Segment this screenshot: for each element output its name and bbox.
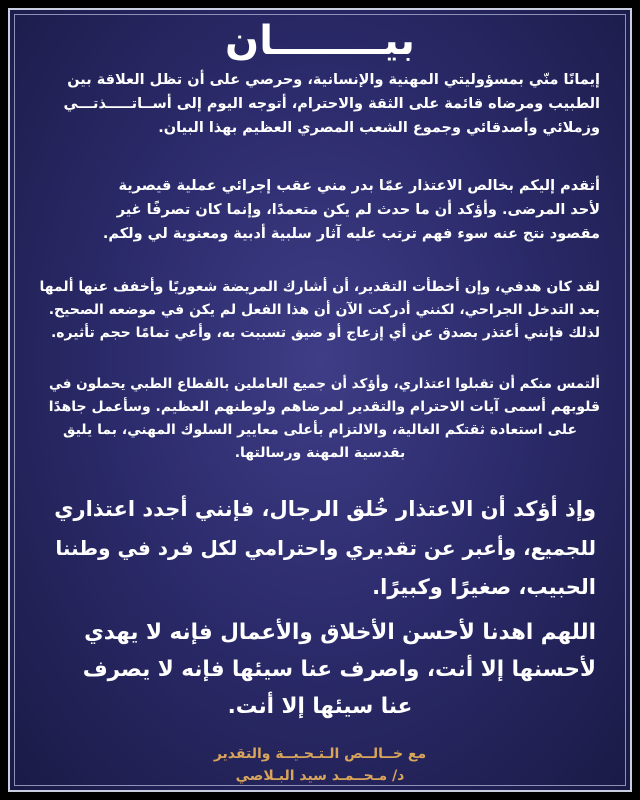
- paragraph-request: [40, 373, 600, 465]
- text-line: لأحد المرضى. وأؤكد أن ما حدث لم يكن متعمدًا، وإنما كان تصرفًا غير: [116, 202, 600, 218]
- text-line: الطبيب ومرضاه قائمة على الثقة والاحترام، أتوجه اليوم إلى أســاتـــــذتـــي: [63, 96, 600, 112]
- signature-name: د/ مـحــمـد سيد البـلاصي: [235, 768, 405, 784]
- text-line: إيمانًا منّي بمسؤوليتي المهنية والإنسانية، وحرصي على أن تظل العلاقة بين: [67, 72, 600, 88]
- text-line: اللهم اهدنا لأحسن الأخلاق والأعمال فإنه لا يهدي: [84, 620, 596, 645]
- paragraph-prayer: [44, 614, 596, 725]
- paragraph-apology: [40, 174, 600, 246]
- text-line: مقصود نتج عنه سوء فهم ترتب عليه آثار سلبية أدبية ومعنوية لي ولكم.: [102, 226, 600, 242]
- text-line: للجميع، وأعبر عن تقديري واحترامي لكل فرد في وطننا: [55, 536, 596, 560]
- text-line: عنا سيئها إلا أنت.: [227, 694, 413, 719]
- text-line: وإذ أؤكد أن الاعتذار خُلق الرجال، فإنني أجدد اعتذاري: [54, 497, 596, 521]
- text-line: لقد كان هدفي، وإن أخطأت التقدير، أن أشارك المريضة شعوريًا وأخفف عنها ألمها: [39, 279, 600, 295]
- text-line: لأحسنها إلا أنت، واصرف عنا سيئها فإنه لا يصرف: [82, 657, 596, 682]
- text-line: بقدسية المهنة ورسالتها.: [234, 445, 406, 461]
- text-line: على استعادة ثقتكم الغالية، والالتزام بأعلى معايير السلوك المهني، بما يليق: [62, 422, 578, 438]
- paragraph-intro: [40, 68, 600, 140]
- paragraph-intent: [40, 276, 600, 345]
- text-line: لذلك فإنني أعتذر بصدق عن أي إزعاج أو ضيق تسببت به، وأعي تمامًا حجم تأثيره.: [50, 325, 600, 341]
- text-line: وزملائي وأصدقائي وجموع الشعب المصري العظيم بهذا البيان.: [158, 120, 600, 136]
- paragraph-renewal: [44, 490, 596, 607]
- text-line: بعد التدخل الجراحي، لكنني أدركت الآن أن هذا الفعل لم يكن في موضعه الصحيح.: [48, 302, 600, 318]
- page-title: بيــــــــان: [225, 18, 415, 64]
- statement-frame: [8, 8, 632, 792]
- text-line: قلوبهم أسمى آيات الاحترام والتقدير لمرضاهم ولوطنهم العظيم. وسأعمل جاهدًا: [48, 399, 600, 415]
- signature-closing: مع خــالــص الـتـحـيــة والتقدير: [213, 746, 427, 762]
- text-line: الحبيب، صغيرًا وكبيرًا.: [372, 575, 596, 599]
- text-line: ألتمس منكم أن تقبلوا اعتذاري، وأؤكد أن جميع العاملين بالقطاع الطبي يحملون في: [48, 376, 600, 392]
- text-line: أتقدم إليكم بخالص الاعتذار عمّا بدر مني عقب إجرائي عملية قيصرية: [118, 178, 600, 194]
